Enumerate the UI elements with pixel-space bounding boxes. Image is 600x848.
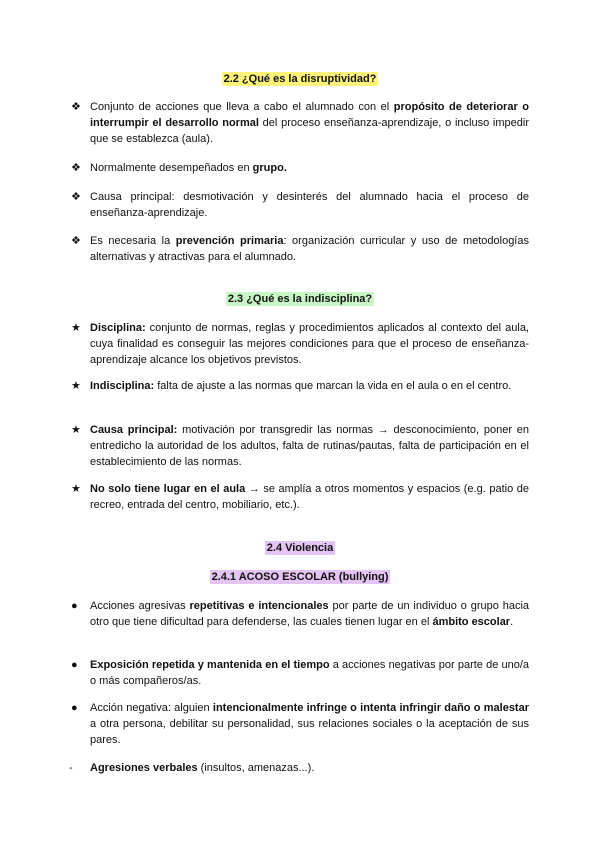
list-item-text: Conjunto de acciones que lleva a cabo el alumnado con el propósito de deteriorar o interrumpir el desarrollo normal del proceso enseñanza-aprendizaje, o incluso impedir que se establezca (aula). [90, 101, 529, 145]
diamond-bullet-icon: ❖ [71, 101, 81, 113]
heading-2-2 [0, 71, 600, 87]
list-item-text: Disciplina: conjunto de normas, reglas y procedimientos aplicados al contexto del aula, cuya finalidad es conseguir las mejores condiciones para que el proceso de enseñanza-aprendizaje alcance los objetivos previstos. [90, 322, 529, 366]
heading-2-4-1-text: 2.4.1 ACOSO ESCOLAR (bullying) [211, 571, 389, 583]
star-bullet-icon: ★ [71, 424, 81, 436]
list-item [71, 99, 529, 147]
diamond-bullet-icon: ❖ [71, 235, 81, 247]
list-item [71, 657, 529, 689]
list-item [71, 160, 529, 176]
heading-2-3-text: 2.3 ¿Qué es la indisciplina? [227, 293, 373, 305]
list-item-text: Acciones agresivas repetitivas e intencionales por parte de un individuo o grupo hacia otro que tiene dificultad para defenderse, las cuales tienen lugar en el ámbito escolar. [90, 600, 529, 628]
list-item-text: Causa principal: desmotivación y desinterés del alumnado hacia el proceso de enseñanza-aprendizaje. [90, 191, 529, 219]
dash-bullet-icon: - [69, 762, 73, 774]
list-item [71, 700, 529, 748]
list-item-text: Es necesaria la prevención primaria: organización curricular y uso de metodologías alternativas y atractivas para el alumnado. [90, 235, 529, 263]
heading-2-4 [0, 540, 600, 556]
dot-bullet-icon: ● [71, 600, 78, 612]
list-item [71, 422, 529, 470]
list-item [71, 233, 529, 265]
list-item [71, 320, 529, 368]
list-item [71, 378, 529, 394]
list-item-text: Agresiones verbales (insultos, amenazas...). [90, 762, 315, 774]
dot-bullet-icon: ● [71, 659, 78, 671]
heading-2-2-text: 2.2 ¿Qué es la disruptividad? [223, 73, 377, 85]
star-bullet-icon: ★ [71, 322, 81, 334]
diamond-bullet-icon: ❖ [71, 191, 81, 203]
list-item-text: Exposición repetida y mantenida en el tiempo a acciones negativas por parte de uno/a o más compañeros/as. [90, 659, 529, 687]
list-item-text: No solo tiene lugar en el aula → se amplía a otros momentos y espacios (e.g. patio de recreo, entrada del centro, mobiliario, etc.). [90, 483, 529, 511]
list-item-text: Normalmente desempeñados en grupo. [90, 162, 287, 174]
list-item [69, 760, 529, 776]
dot-bullet-icon: ● [71, 702, 78, 714]
list-item [71, 481, 529, 513]
heading-2-4-1 [0, 569, 600, 585]
list-item [71, 598, 529, 630]
star-bullet-icon: ★ [71, 483, 81, 495]
list-item-text: Acción negativa: alguien intencionalmente infringe o intenta infringir daño o malestar a otra persona, debilitar su personalidad, sus relaciones sociales o la aceptación de sus pares. [90, 702, 529, 746]
diamond-bullet-icon: ❖ [71, 162, 81, 174]
list-item-text: Causa principal: motivación por transgredir las normas → desconocimiento, poner en entredicho la autoridad de los adultos, falta de rutinas/pautas, falta de participación en el establecimiento de las normas. [90, 424, 529, 468]
heading-2-4-text: 2.4 Violencia [266, 542, 334, 554]
list-item [71, 189, 529, 221]
heading-2-3 [0, 291, 600, 307]
list-item-text: Indisciplina: falta de ajuste a las normas que marcan la vida en el aula o en el centro. [90, 380, 512, 392]
star-bullet-icon: ★ [71, 380, 81, 392]
